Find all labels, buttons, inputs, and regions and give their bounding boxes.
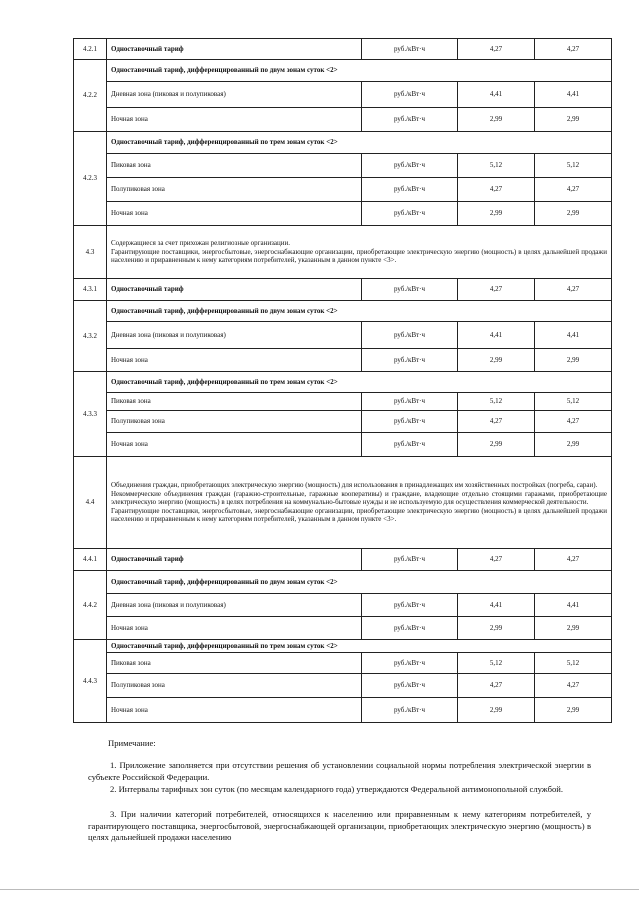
value-2: 2,99 [535, 698, 612, 723]
value-2: 2,99 [535, 349, 612, 372]
category-line: Содержащиеся за счет прихожан религиозные организации. [111, 239, 290, 248]
row-number: 4.4.3 [74, 640, 107, 723]
unit-cell: руб./кВт·ч [362, 433, 458, 457]
table-row [74, 372, 612, 393]
value-1: 2,99 [458, 698, 535, 723]
unit-cell: руб./кВт·ч [362, 154, 458, 178]
row-description: Полупиковая зона [107, 178, 362, 202]
value-2: 5,12 [535, 393, 612, 411]
category-description [107, 457, 612, 549]
unit-cell: руб./кВт·ч [362, 674, 458, 698]
page-bottom-rule [0, 889, 639, 890]
unit-cell: руб./кВт·ч [362, 393, 458, 411]
table-row [74, 433, 612, 457]
table-row [74, 571, 612, 594]
table-row [74, 322, 612, 349]
row-number: 4.2.3 [74, 132, 107, 226]
value-2: 4,27 [535, 411, 612, 433]
category-line: Гарантирующие поставщики, энергосбытовые, энергоснабжающие организации, приобретающие электрическую энергию (мощность) в целях дальнейшей продажи населению и приравненным к нему категориям потребителей, указанным в данном пункте <3>. [111, 506, 607, 524]
value-2: 4,41 [535, 594, 612, 617]
table-row [74, 226, 612, 279]
value-1: 4,27 [458, 549, 535, 571]
table-row [74, 202, 612, 226]
table-row [74, 411, 612, 433]
row-number: 4.4 [74, 457, 107, 549]
group-header: Одноставочный тариф, дифференцированный по двум зонам суток <2> [107, 301, 612, 322]
value-1: 5,12 [458, 393, 535, 411]
unit-cell: руб./кВт·ч [362, 178, 458, 202]
group-header: Одноставочный тариф, дифференцированный по двум зонам суток <2> [107, 60, 612, 82]
row-description: Полупиковая зона [107, 411, 362, 433]
value-1: 4,41 [458, 594, 535, 617]
row-description: Ночная зона [107, 349, 362, 372]
unit-cell: руб./кВт·ч [362, 279, 458, 301]
note-3 [88, 809, 591, 844]
table-row [74, 457, 612, 549]
table-row [74, 698, 612, 723]
value-2: 2,99 [535, 617, 612, 640]
value-1: 5,12 [458, 154, 535, 178]
tariff-table [73, 38, 612, 723]
table-row [74, 154, 612, 178]
value-1: 4,27 [458, 411, 535, 433]
row-number: 4.3 [74, 226, 107, 279]
row-description: Одноставочный тариф [107, 39, 362, 60]
row-number: 4.3.2 [74, 301, 107, 372]
row-description: Ночная зона [107, 202, 362, 226]
value-2: 4,41 [535, 322, 612, 349]
table-row [74, 60, 612, 82]
table-row [74, 132, 612, 154]
unit-cell: руб./кВт·ч [362, 411, 458, 433]
table-row [74, 393, 612, 411]
group-header: Одноставочный тариф, дифференцированный по двум зонам суток <2> [107, 571, 612, 594]
value-1: 4,41 [458, 82, 535, 108]
row-number: 4.2.1 [74, 39, 107, 60]
value-2: 5,12 [535, 154, 612, 178]
table-row [74, 301, 612, 322]
value-1: 4,41 [458, 322, 535, 349]
row-description: Дневная зона (пиковая и полупиковая) [107, 82, 362, 108]
value-2: 2,99 [535, 202, 612, 226]
note-text: 2. Интервалы тарифных зон суток (по месяцам календарного года) утверждаются Федеральной антимонопольной службой. [110, 784, 564, 794]
group-header: Одноставочный тариф, дифференцированный по трем зонам суток <2> [107, 640, 612, 653]
note-text: 1. Приложение заполняется при отсутствии решения об установлении социальной нормы потребления электрической энергии в субъекте Российской Федерации. [88, 760, 591, 782]
unit-cell: руб./кВт·ч [362, 549, 458, 571]
value-2: 2,99 [535, 433, 612, 457]
unit-cell: руб./кВт·ч [362, 617, 458, 640]
value-2: 4,27 [535, 549, 612, 571]
unit-cell: руб./кВт·ч [362, 322, 458, 349]
note-2 [88, 784, 591, 796]
table-row [74, 39, 612, 60]
row-description: Дневная зона (пиковая и полупиковая) [107, 594, 362, 617]
note-text: 3. При наличии категорий потребителей, относящихся к населению или приравненным к нему категориям потребителей, у гарантирующего поставщика, энергосбытовой, энергоснабжающей организации, приобретающих электрическую энергию (мощность) в целях дальнейшей продажи населению [88, 809, 591, 843]
row-description: Пиковая зона [107, 653, 362, 674]
value-1: 4,27 [458, 178, 535, 202]
value-2: 4,27 [535, 279, 612, 301]
table-row [74, 279, 612, 301]
row-number: 4.4.1 [74, 549, 107, 571]
notes-title: Примечание: [108, 738, 156, 748]
group-header: Одноставочный тариф, дифференцированный по трем зонам суток <2> [107, 132, 612, 154]
unit-cell: руб./кВт·ч [362, 349, 458, 372]
value-1: 4,27 [458, 279, 535, 301]
value-1: 4,27 [458, 39, 535, 60]
row-description: Ночная зона [107, 617, 362, 640]
row-description: Ночная зона [107, 108, 362, 132]
value-2: 2,99 [535, 108, 612, 132]
value-2: 4,41 [535, 82, 612, 108]
note-1 [88, 760, 591, 783]
table-row [74, 82, 612, 108]
row-description: Пиковая зона [107, 393, 362, 411]
table-row [74, 549, 612, 571]
row-description: Полупиковая зона [107, 674, 362, 698]
group-header: Одноставочный тариф, дифференцированный по трем зонам суток <2> [107, 372, 612, 393]
value-1: 5,12 [458, 653, 535, 674]
value-2: 5,12 [535, 653, 612, 674]
row-description: Одноставочный тариф [107, 279, 362, 301]
table-row [74, 178, 612, 202]
value-1: 4,27 [458, 674, 535, 698]
row-description: Одноставочный тариф [107, 549, 362, 571]
unit-cell: руб./кВт·ч [362, 594, 458, 617]
table-row [74, 349, 612, 372]
table-row [74, 617, 612, 640]
row-description: Ночная зона [107, 698, 362, 723]
value-1: 2,99 [458, 433, 535, 457]
table-row [74, 653, 612, 674]
row-description: Дневная зона (пиковая и полупиковая) [107, 322, 362, 349]
category-line: Некоммерческие объединения граждан (гаражно-строительные, гаражные кооперативы) и граждане, владеющие отдельно стоящими гаражами, приобретающие электрическую энергию (мощность) в целях потребления на коммунально-бытовые нужды и не используемую для осуществления коммерческой деятельности. [111, 489, 607, 507]
table-row [74, 108, 612, 132]
row-number: 4.3.3 [74, 372, 107, 457]
category-description [107, 226, 612, 279]
row-number: 4.2.2 [74, 60, 107, 132]
value-1: 2,99 [458, 202, 535, 226]
unit-cell: руб./кВт·ч [362, 82, 458, 108]
category-line: Объединения граждан, приобретающих электрическую энергию (мощность) для использования в принадлежащих им хозяйственных постройках (погреба, сараи). [111, 481, 598, 490]
unit-cell: руб./кВт·ч [362, 698, 458, 723]
table-row [74, 674, 612, 698]
unit-cell: руб./кВт·ч [362, 39, 458, 60]
row-description: Пиковая зона [107, 154, 362, 178]
value-1: 2,99 [458, 617, 535, 640]
value-2: 4,27 [535, 178, 612, 202]
value-2: 4,27 [535, 39, 612, 60]
unit-cell: руб./кВт·ч [362, 108, 458, 132]
unit-cell: руб./кВт·ч [362, 653, 458, 674]
value-1: 2,99 [458, 349, 535, 372]
row-number: 4.4.2 [74, 571, 107, 640]
category-line: Гарантирующие поставщики, энергосбытовые, энергоснабжающие организации, приобретающие электрическую энергию (мощность) в целях дальнейшей продажи населению и приравненным к нему категориям потребителей, указанным в данном пункте <3>. [111, 247, 607, 265]
table-row [74, 640, 612, 653]
row-number: 4.3.1 [74, 279, 107, 301]
value-2: 4,27 [535, 674, 612, 698]
table-row [74, 594, 612, 617]
value-1: 2,99 [458, 108, 535, 132]
unit-cell: руб./кВт·ч [362, 202, 458, 226]
row-description: Ночная зона [107, 433, 362, 457]
